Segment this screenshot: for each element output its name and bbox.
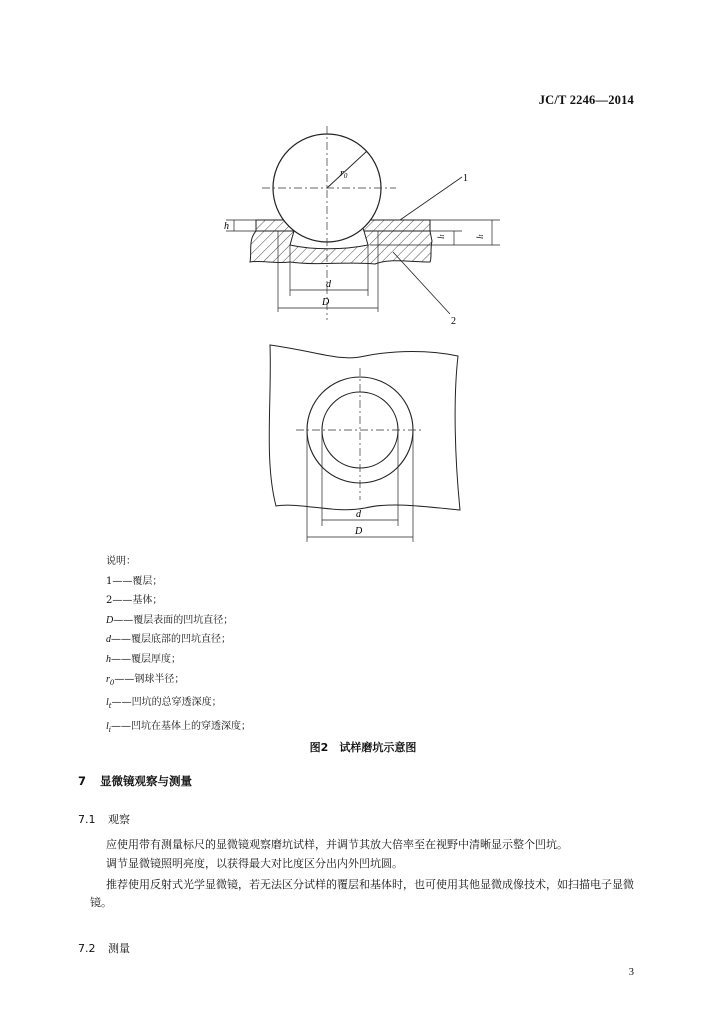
legend-item: D——覆层表面的凹坑直径； [106, 614, 234, 626]
legend-item: 1——覆层； [106, 575, 163, 587]
label-lt: lt [475, 234, 485, 239]
section-7-heading: 7 显微镜观察与测量 [78, 774, 192, 788]
legend-item: d——覆层底部的凹坑直径； [106, 634, 231, 646]
figure-caption: 图2 试样磨坑示意图 [309, 741, 417, 754]
label-top-d: d [356, 509, 361, 520]
label-item-2: 2 [451, 316, 456, 327]
figure-top-view [0, 340, 726, 550]
legend-item: h——覆层厚度； [106, 653, 181, 665]
label-item-1: 1 [463, 173, 468, 184]
label-r0: $r_0$ [340, 168, 348, 180]
standard-code: JC/T 2246—2014 [538, 93, 634, 107]
label-top-D: D [355, 526, 363, 537]
legend-title: 说明： [106, 556, 136, 567]
paragraph: 应使用带有测量标尺的显微镜观察磨坑试样，并调节其放大倍率至在视野中清晰显示整个凹坑。 [106, 838, 568, 851]
label-D: D [322, 297, 330, 308]
legend-item: 2——基体； [106, 595, 163, 607]
label-h: h [224, 221, 229, 232]
page-number: 3 [628, 967, 634, 978]
label-li: lt [436, 234, 446, 239]
legend-item: $l_t——$凹坑的总穿透深度； [106, 697, 222, 711]
legend-item: $l_i——$凹坑在基体上的穿透深度； [106, 720, 252, 734]
paragraph: 调节显微镜照明亮度，以获得最大对比度区分出内外凹坑圆。 [106, 857, 403, 870]
legend-item: $r_0——$钢球半径； [106, 673, 185, 687]
section-7-2-heading: 7.2 测量 [78, 942, 130, 955]
figure-legend [106, 552, 251, 740]
section-7-1-heading: 7.1 观察 [78, 813, 130, 826]
label-d: d [326, 279, 331, 290]
figure-cross-section [0, 0, 726, 340]
paragraph: 推荐使用反射式光学显微镜，若无法区分试样的覆层和基体时，也可使用其他显微成像技术，如扫描电子显微镜。 [90, 878, 634, 909]
